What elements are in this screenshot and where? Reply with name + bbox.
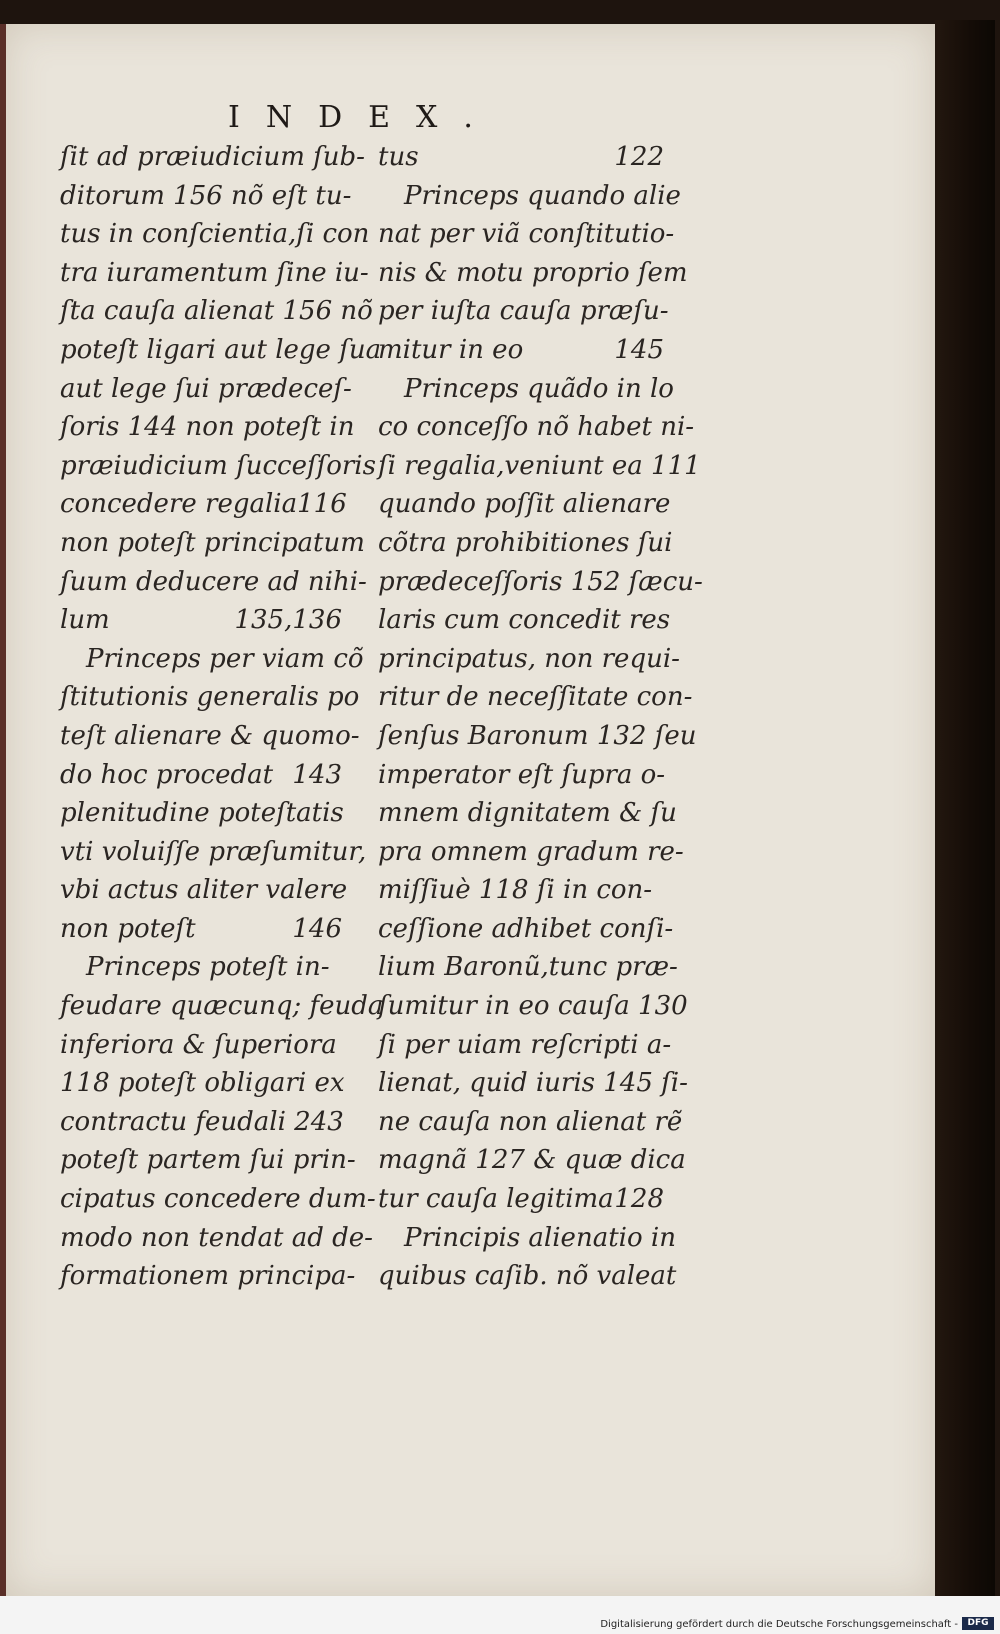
index-line bbox=[60, 1141, 356, 1180]
index-line-text: 118 poteſt obligari ex bbox=[60, 1068, 345, 1099]
index-line-text: contractu feudali 243 bbox=[60, 1106, 344, 1137]
index-line-text: cõtra prohibitiones ſui bbox=[378, 527, 673, 558]
index-line bbox=[60, 1064, 345, 1103]
index-line-text: co conceſſo nõ habet ni- bbox=[378, 412, 695, 443]
index-line-text: vbi actus aliter valere bbox=[60, 875, 348, 906]
index-line bbox=[60, 524, 365, 563]
index-line-text: plenitudine poteſtatis bbox=[60, 798, 344, 829]
index-line bbox=[378, 254, 688, 293]
index-line bbox=[378, 717, 697, 756]
index-line-text: ſumitur in eo cauſa 130 bbox=[378, 991, 688, 1022]
index-line-text: prædeceſſoris 152 ſæcu- bbox=[378, 566, 703, 597]
index-line-text: lienat, quid iuris 145 ſi- bbox=[378, 1068, 688, 1099]
index-line-text: nat per viã conſtitutio- bbox=[378, 219, 675, 250]
index-line-text: non poteſt bbox=[60, 913, 196, 944]
index-line bbox=[378, 292, 669, 331]
index-line bbox=[378, 1141, 686, 1180]
index-line bbox=[60, 678, 360, 717]
index-line-text: tus in conſcientia,ſi con bbox=[60, 219, 370, 250]
index-line-text: tus bbox=[378, 142, 419, 172]
index-line bbox=[60, 717, 360, 756]
index-line-text: miſſiuè 118 ſi in con- bbox=[378, 875, 653, 906]
index-line bbox=[60, 833, 367, 872]
index-line bbox=[60, 794, 342, 833]
index-line bbox=[60, 485, 347, 524]
index-line bbox=[60, 331, 382, 370]
left-column bbox=[60, 138, 384, 1296]
index-line-text: ritur de neceſſitate con- bbox=[378, 682, 693, 713]
index-line-text: ſenſus Baronum 132 ſeu bbox=[378, 720, 697, 751]
index-line-text: concedere regalia bbox=[60, 489, 298, 520]
index-line bbox=[60, 563, 367, 602]
index-line-text: quibus caſib. nõ valeat bbox=[378, 1261, 677, 1292]
index-line-text: modo non tendat ad de- bbox=[60, 1222, 373, 1253]
index-line bbox=[378, 1026, 672, 1065]
index-line-text: lium Baronũ,tunc præ- bbox=[378, 952, 678, 983]
index-line-text: præiudicium ſucceſſoris bbox=[60, 450, 376, 481]
index-line bbox=[378, 408, 695, 447]
index-line bbox=[378, 640, 680, 679]
index-line-text: Principis alienatio in bbox=[404, 1222, 676, 1253]
index-line bbox=[60, 1257, 356, 1296]
index-line-text: pra omnem gradum re- bbox=[378, 836, 684, 867]
index-page-number: 116 bbox=[297, 489, 347, 520]
index-line-text: ſtitutionis generalis po bbox=[60, 682, 360, 713]
index-line bbox=[378, 370, 674, 409]
index-line-text: do hoc procedat bbox=[60, 759, 274, 790]
index-line bbox=[60, 871, 348, 910]
index-line-text: principatus, non requi- bbox=[378, 643, 680, 674]
index-line-text: Princeps poteſt in- bbox=[86, 952, 330, 983]
index-line-text: ſuum deducere ad nihi- bbox=[60, 566, 367, 597]
index-line bbox=[60, 408, 355, 447]
index-line-text: ſi per uiam reſcripti a- bbox=[378, 1029, 672, 1060]
index-line-text: mnem dignitatem & ſu bbox=[378, 798, 677, 829]
index-page-number: 145 bbox=[614, 334, 664, 365]
index-line-text: ne cauſa non alienat rẽ bbox=[378, 1106, 683, 1137]
index-line bbox=[378, 1103, 683, 1142]
index-line bbox=[378, 138, 664, 177]
index-line bbox=[60, 215, 370, 254]
index-line-text: per iuſta cauſa præſu- bbox=[378, 296, 669, 327]
index-line bbox=[378, 1219, 676, 1258]
index-line-text: feudare quæcunq; feuda bbox=[60, 991, 384, 1022]
page-header: INDEX. bbox=[228, 100, 499, 135]
index-page-number: 143 bbox=[292, 759, 342, 790]
index-line-text: quando poſſit alienare bbox=[378, 489, 671, 520]
page-dark-margin bbox=[935, 20, 995, 1600]
index-line bbox=[60, 987, 384, 1026]
index-line bbox=[378, 447, 701, 486]
index-line bbox=[60, 948, 342, 987]
index-line bbox=[378, 215, 675, 254]
index-line bbox=[60, 1103, 342, 1142]
index-line-text: ditorum 156 nõ eſt tu- bbox=[60, 180, 352, 211]
index-line-text: teſt alienare & quomo- bbox=[60, 720, 360, 751]
dfg-logo-icon: DFG bbox=[962, 1617, 994, 1630]
index-line-text: Princeps quando alie bbox=[404, 180, 681, 211]
index-line bbox=[60, 138, 365, 177]
index-line-text: imperator eſt ſupra o- bbox=[378, 759, 666, 790]
index-line bbox=[378, 756, 664, 795]
index-line bbox=[378, 524, 673, 563]
index-line bbox=[378, 678, 693, 717]
index-line-text: nis & motu proprio ſem bbox=[378, 257, 688, 288]
index-line-text: inferiora & ſuperiora bbox=[60, 1029, 337, 1060]
index-line-text: cipatus concedere dum- bbox=[60, 1184, 376, 1215]
index-line bbox=[378, 485, 671, 524]
index-line bbox=[60, 370, 352, 409]
index-line bbox=[378, 794, 677, 833]
index-line-text: poteſt partem ſui prin- bbox=[60, 1145, 356, 1176]
index-page-number: 146 bbox=[292, 913, 342, 944]
index-line bbox=[378, 1180, 664, 1219]
index-line bbox=[378, 563, 703, 602]
index-line bbox=[378, 177, 681, 216]
index-page-number: 128 bbox=[614, 1184, 664, 1215]
index-line-text: vti voluiſſe præſumitur, bbox=[60, 836, 367, 867]
index-line-text: non poteſt principatum bbox=[60, 527, 365, 558]
index-page-number: 135,136 bbox=[234, 605, 342, 636]
index-page-number: 122 bbox=[614, 142, 664, 172]
index-line bbox=[60, 1180, 376, 1219]
right-column bbox=[378, 138, 703, 1296]
index-line bbox=[60, 447, 376, 486]
index-line bbox=[378, 601, 671, 640]
index-line-text: Princeps per viam cõ bbox=[86, 643, 364, 674]
index-line bbox=[378, 833, 684, 872]
index-line-text: tra iuramentum ſine iu- bbox=[60, 257, 369, 288]
index-line-text: poteſt ligari aut lege ſua bbox=[60, 334, 382, 365]
index-line-text: lum bbox=[60, 605, 110, 636]
index-line bbox=[60, 601, 342, 640]
index-line-text: ceſſione adhibet conſi- bbox=[378, 913, 674, 944]
index-line bbox=[378, 1064, 688, 1103]
index-line bbox=[378, 871, 664, 910]
index-line bbox=[378, 1257, 677, 1296]
index-line bbox=[60, 292, 373, 331]
index-line-text: ſta cauſa alienat 156 nõ bbox=[60, 296, 373, 327]
index-line bbox=[60, 1219, 373, 1258]
index-line bbox=[60, 756, 342, 795]
page-binding-edge bbox=[0, 24, 6, 1596]
index-line-text: aut lege ſui prædeceſ- bbox=[60, 373, 352, 404]
index-line-text: ſit ad præiudicium ſub- bbox=[60, 142, 365, 172]
index-line bbox=[378, 987, 688, 1026]
index-line bbox=[378, 910, 674, 949]
index-line bbox=[378, 331, 664, 370]
index-line bbox=[60, 640, 364, 679]
index-line-text: ſi regalia,veniunt ea 111 bbox=[378, 450, 701, 481]
index-line bbox=[60, 910, 342, 949]
footer-credit: Digitalisierung gefördert durch die Deutsche Forschungsgemeinschaft - bbox=[600, 1619, 958, 1630]
index-line-text: formationem principa- bbox=[60, 1261, 356, 1292]
index-line bbox=[378, 948, 678, 987]
index-line bbox=[60, 177, 352, 216]
index-line bbox=[60, 1026, 342, 1065]
index-line-text: ſoris 144 non poteſt in bbox=[60, 412, 355, 443]
index-line-text: tur cauſa legitima bbox=[378, 1184, 614, 1215]
index-line-text: laris cum concedit res bbox=[378, 605, 671, 636]
index-line bbox=[60, 254, 369, 293]
index-line-text: mitur in eo bbox=[378, 334, 524, 365]
index-line-text: magnã 127 & quæ dica bbox=[378, 1145, 686, 1176]
index-line-text: Princeps quãdo in lo bbox=[404, 373, 674, 404]
